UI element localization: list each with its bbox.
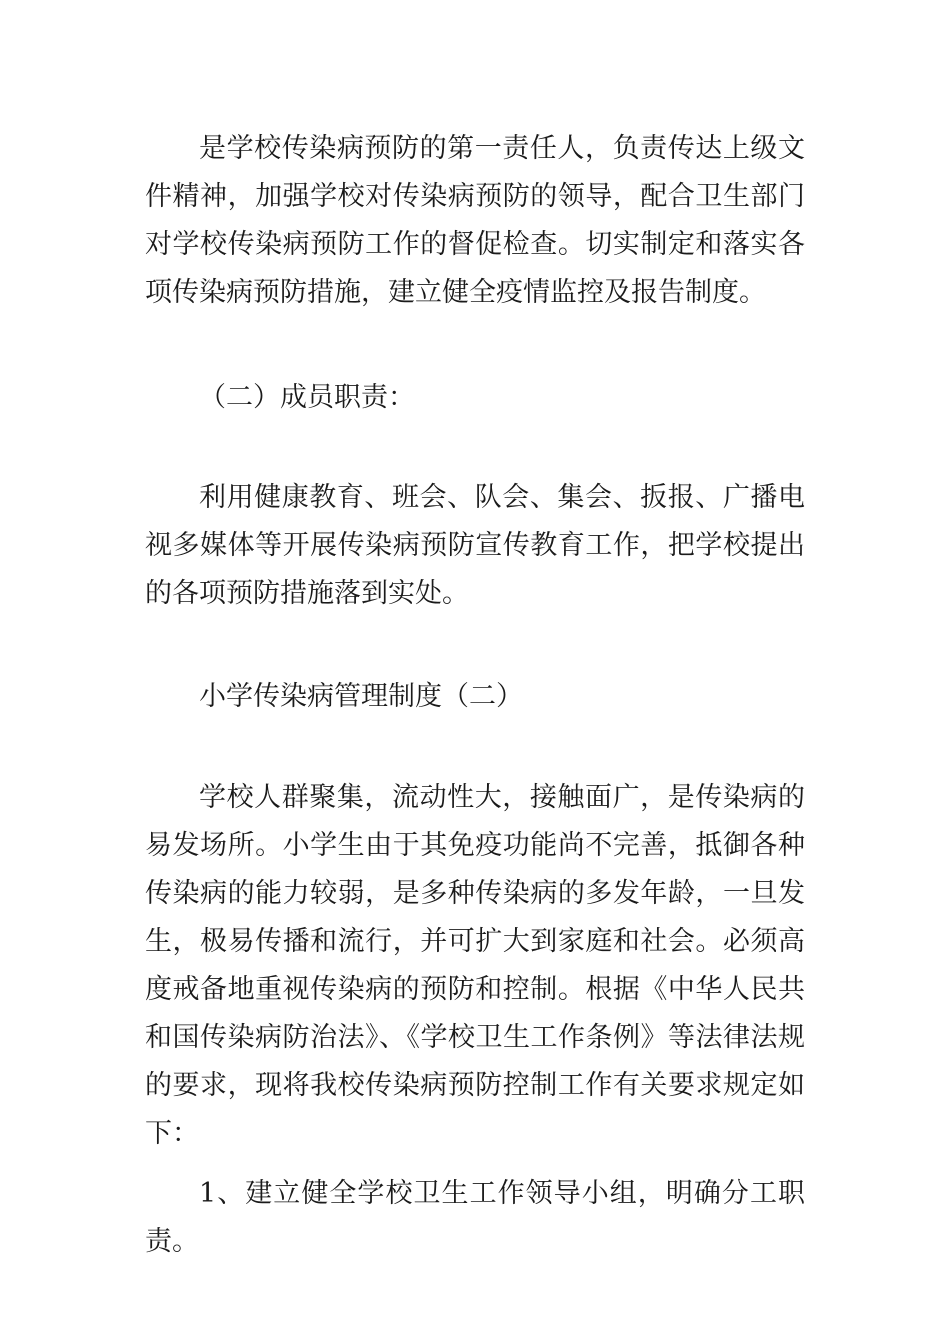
paragraph-principal-duties: 是学校传染病预防的第一责任人，负责传达上级文件精神，加强学校对传染病预防的领导，配合卫生部门对学校传染病预防工作的督促检查。切实制定和落实各项传染病预防措施，建立健全疫情监控及报告制度。 bbox=[145, 133, 805, 308]
paragraph-introduction: 学校人群聚集，流动性大，接触面广，是传染病的易发场所。小学生由于其免疫功能尚不完善，抵御各种传染病的能力较弱，是多种传染病的多发年龄，一旦发生，极易传播和流行，并可扩大到家庭和社会。必须高度戒备地重视传染病的预防和控制。根据《中华人民共和国传染病防治法》、《学校卫生工作条例》等法律法规的要求，现将我校传染病预防控制工作有关要求规定如下： bbox=[145, 782, 805, 1149]
document-title: 小学传染病管理制度（二） bbox=[199, 681, 523, 712]
paragraph-member-duties: 利用健康教育、班会、队会、集会、扳报、广播电视多媒体等开展传染病预防宣传教育工作，把学校提出的各项预防措施落到实处。 bbox=[145, 482, 805, 609]
section-heading-member-duties: （二）成员职责： bbox=[199, 382, 415, 413]
list-item-1: 1、建立健全学校卫生工作领导小组，明确分工职责。 bbox=[145, 1178, 805, 1257]
